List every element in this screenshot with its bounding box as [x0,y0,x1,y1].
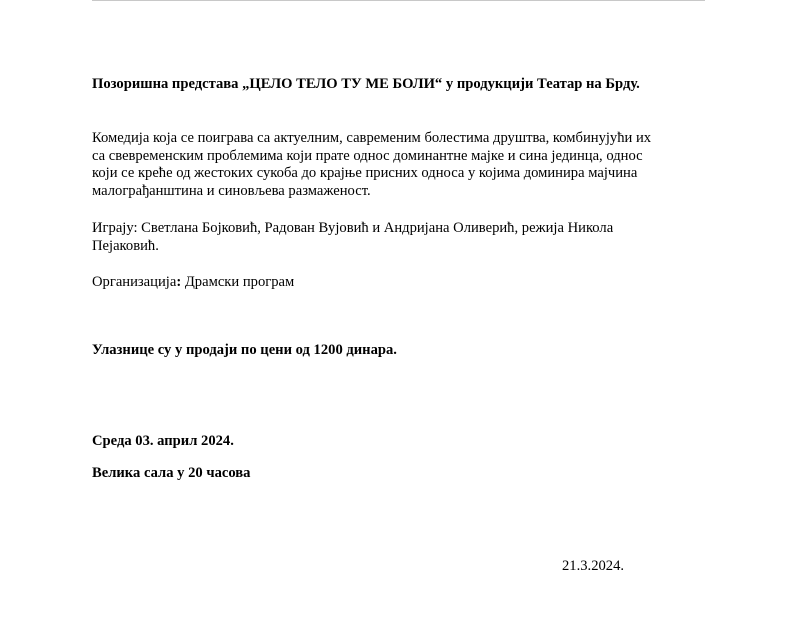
event-date: Среда 03. април 2024. [92,433,234,449]
description-line: који се креће од жестоких сукоба до крајње присних односа у којима доминира мајчина [92,165,638,181]
cast-and-director [92,220,705,255]
description-line: са свевременским проблемима који прате однос доминантне мајке и сина јединца, однос [92,147,643,164]
cast-line: Играју: Светлана Бојковић, Радован Вујовић и Андријана Оливерић, режија Никола [92,220,614,236]
cast-line: Пејаковић. [92,237,159,254]
announcement-description [92,130,705,200]
organization [92,274,705,292]
announcement-title: Позоришна представа „ЦЕЛО ТЕЛО ТУ МЕ БОЛИ“ у продукцији Театар на Брду. [92,76,640,92]
organization-label: Организација [92,274,177,290]
organization-colon: : [176,274,182,290]
publication-date: 21.3.2024. [562,558,625,574]
top-divider [92,0,705,1]
description-line: малограђанштина и синовљева размаженост. [92,182,371,199]
ticket-price: Улазнице су у продаји по цени од 1200 динара. [92,342,397,358]
organization-value: Драмски програм [181,274,295,290]
description-line: Комедија која се поиграва са актуелним, савременим болестима друштва, комбинујући их [92,130,652,146]
event-venue-time: Велика сала у 20 часова [92,465,251,481]
